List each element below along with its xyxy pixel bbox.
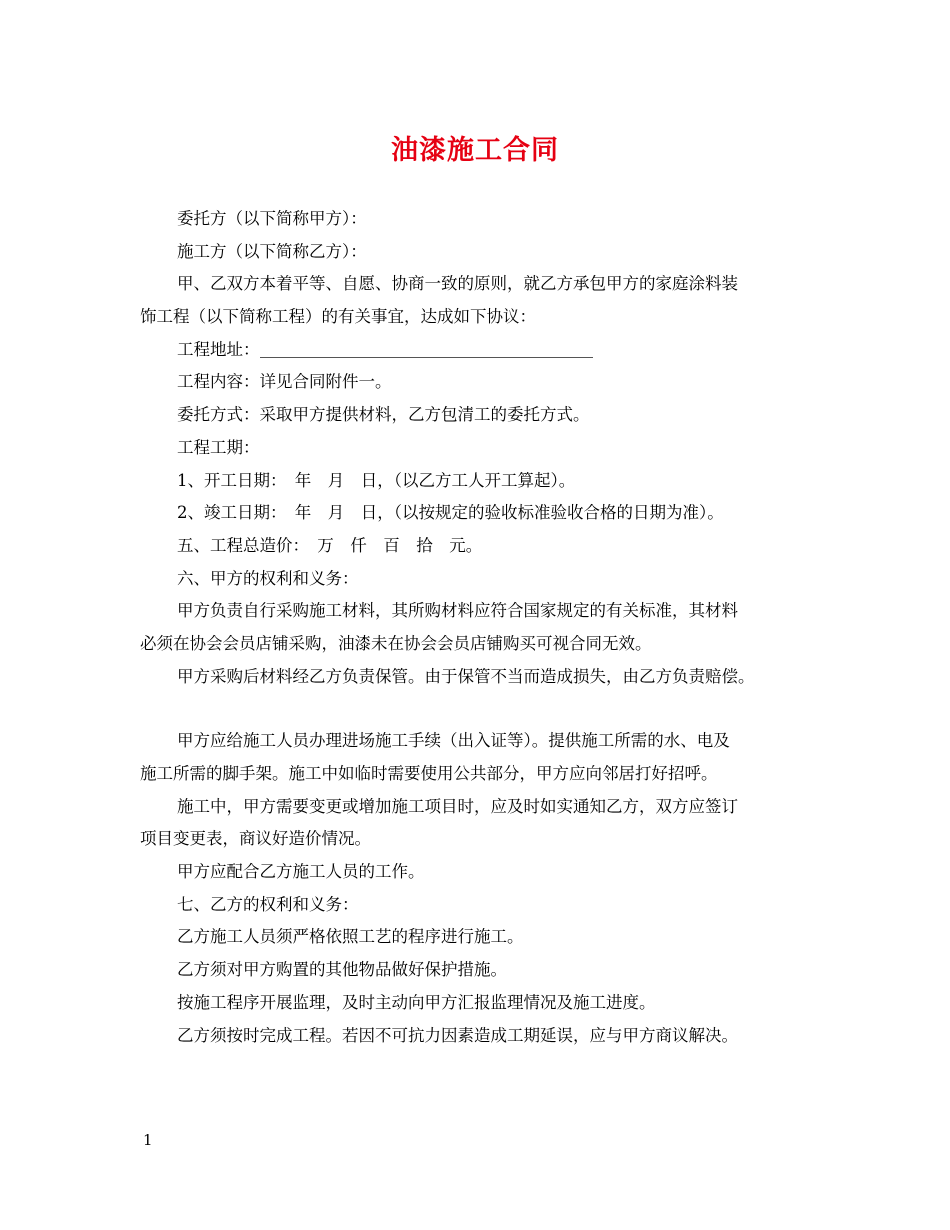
client-rights-heading: 六、甲方的权利和义务： xyxy=(177,568,359,588)
paragraph-gap xyxy=(140,693,830,725)
change-order-line-2: 项目变更表，商议好造价情况。 xyxy=(140,829,371,849)
project-address-blank xyxy=(260,337,593,358)
contract-body xyxy=(140,203,830,1052)
contractor-rights-heading: 七、乙方的权利和义务： xyxy=(177,894,359,914)
project-content-line: 工程内容：详见合同附件一。 xyxy=(177,372,392,392)
client-materials-line-1: 甲方负责自行采购施工材料，其所购材料应符合国家规定的有关标准，其材料 xyxy=(177,601,738,621)
project-period-heading: 工程工期： xyxy=(177,437,260,457)
project-address-label: 工程地址： xyxy=(177,339,260,359)
timely-completion-line: 乙方须按时完成工程。若因不可抗力因素造成工期延误，应与甲方商议解决。 xyxy=(177,1025,738,1045)
site-access-line-2: 施工所需的脚手架。施工中如临时需要使用公共部分，甲方应向邻居打好招呼。 xyxy=(140,764,718,783)
agreement-intro-line-1: 甲、乙双方本着平等、自愿、协商一致的原则，就乙方承包甲方的家庭涂料装 xyxy=(177,274,738,294)
supervision-line: 按施工程序开展监理，及时主动向甲方汇报监理情况及施工进度。 xyxy=(177,992,656,1012)
site-access-line-1: 甲方应给施工人员办理进场施工手续（出入证等）。提供施工所需的水、电及 xyxy=(177,731,730,751)
workmanship-line: 乙方施工人员须严格依照工艺的程序进行施工。 xyxy=(177,927,524,947)
client-cooperation-line: 甲方应配合乙方施工人员的工作。 xyxy=(177,862,425,882)
start-date-line: 1、开工日期： 年 月 日，（以乙方工人开工算起）。 xyxy=(177,470,576,490)
project-address-line xyxy=(140,334,830,367)
agreement-intro-line-2: 饰工程（以下简称工程）的有关事宜，达成如下协议： xyxy=(140,307,536,327)
total-cost-line: 五、工程总造价： 万 仟 百 拾 元。 xyxy=(177,535,483,555)
completion-date-line: 2、竣工日期： 年 月 日，（以按规定的验收标准验收合格的日期为准）。 xyxy=(177,503,724,523)
property-protection-line: 乙方须对甲方购置的其他物品做好保护措施。 xyxy=(177,960,507,980)
page-number: 1 xyxy=(143,1131,153,1149)
client-party-line: 委托方（以下简称甲方）： xyxy=(177,209,367,228)
change-order-line-1: 施工中，甲方需要变更或增加施工项目时，应及时如实通知乙方，双方应签订 xyxy=(177,796,738,816)
commission-method-line: 委托方式：采取甲方提供材料，乙方包清工的委托方式。 xyxy=(177,405,590,425)
contractor-party-line: 施工方（以下简称乙方）： xyxy=(177,241,367,261)
client-materials-line-2: 必须在协会会员店铺采购，油漆未在协会会员店铺购买可视合同无效。 xyxy=(140,633,652,653)
document-title: 油漆施工合同 xyxy=(391,135,559,166)
material-custody-line: 甲方采购后材料经乙方负责保管。由于保管不当而造成损失，由乙方负责赔偿。 xyxy=(177,666,755,686)
